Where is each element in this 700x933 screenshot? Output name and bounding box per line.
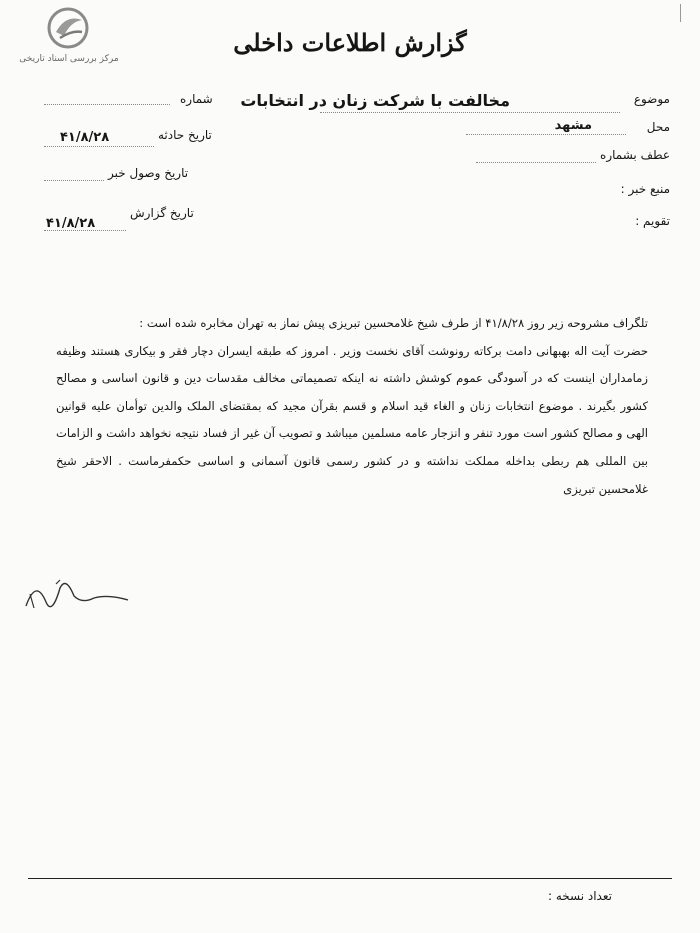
report-title: گزارش اطلاعات داخلی: [233, 28, 467, 57]
archive-logo-caption: مرکز بررسی اسناد تاریخی: [19, 54, 119, 64]
report-date-label: تاریخ گزارش: [130, 206, 194, 220]
number-dotline: [44, 104, 170, 105]
receipt-date-dotline: [44, 180, 104, 181]
incident-date-value: ۴۱/۸/۲۸: [60, 130, 110, 145]
incident-date-label: تاریخ حادثه: [158, 128, 212, 142]
subject-value: مخالفت با شرکت زنان در انتخابات: [240, 91, 510, 110]
report-intro: تلگراف مشروحه زیر روز ۴۱/۸/۲۸ از طرف شیخ غلامحسین تبریزی پیش نماز به تهران مخابره شده است :: [139, 316, 648, 330]
report-body: [56, 310, 648, 503]
location-label: محل: [646, 120, 670, 134]
location-dotline: [466, 134, 626, 135]
subject-label: موضوع: [633, 92, 670, 106]
signature-icon: [16, 558, 136, 618]
receipt-date-label: تاریخ وصول خبر: [108, 166, 189, 180]
copies-label: تعداد نسخه :: [547, 889, 612, 903]
number-label: شماره: [180, 92, 213, 106]
margin-mark: [680, 4, 686, 22]
subject-dotline: [320, 112, 620, 113]
report-date-value: ۴۱/۸/۲۸: [46, 216, 96, 231]
source-label: منبع خبر :: [620, 182, 670, 196]
reference-label: عطف بشماره: [600, 148, 670, 162]
location-value: مشهد: [554, 118, 592, 133]
assessment-label: تقویم :: [635, 214, 670, 228]
reference-dotline: [476, 162, 596, 163]
incident-date-dotline: [44, 146, 154, 147]
report-date-dotline: [44, 230, 126, 231]
footer-separator: [28, 878, 672, 879]
report-telegram-text: حضرت آیت اله بهبهانی دامت برکاته رونوشت آقای نخست وزیر . امروز که طبقه ایسران دچار فقر و بیکاری هستند وظیفه زمامداران اینست که در آسودگی عموم کوشش داشته نه اینکه تصمیماتی مخالف مقدسات دین و قانون اساسی و مصالح کشور بگیرند . موضوع انتخابات زنان و الغاء قید اسلام و قسم بقرآن مجید که بمقتضای الملک والدین توأمان علیه قوانین الهی و مصالح کشور است مورد تنفر و انزجار عامه مسلمین میباشد و تصویب آن غیر از فساد نتیجه نخواهد داشت و الزامات بین المللی هم ربطی بداخله مملکت نداشته و در کشور رسمی قانون آسمانی و اساسی حکمفرماست . الاحقر شیخ غلامحسین تبریزی: [56, 343, 648, 496]
